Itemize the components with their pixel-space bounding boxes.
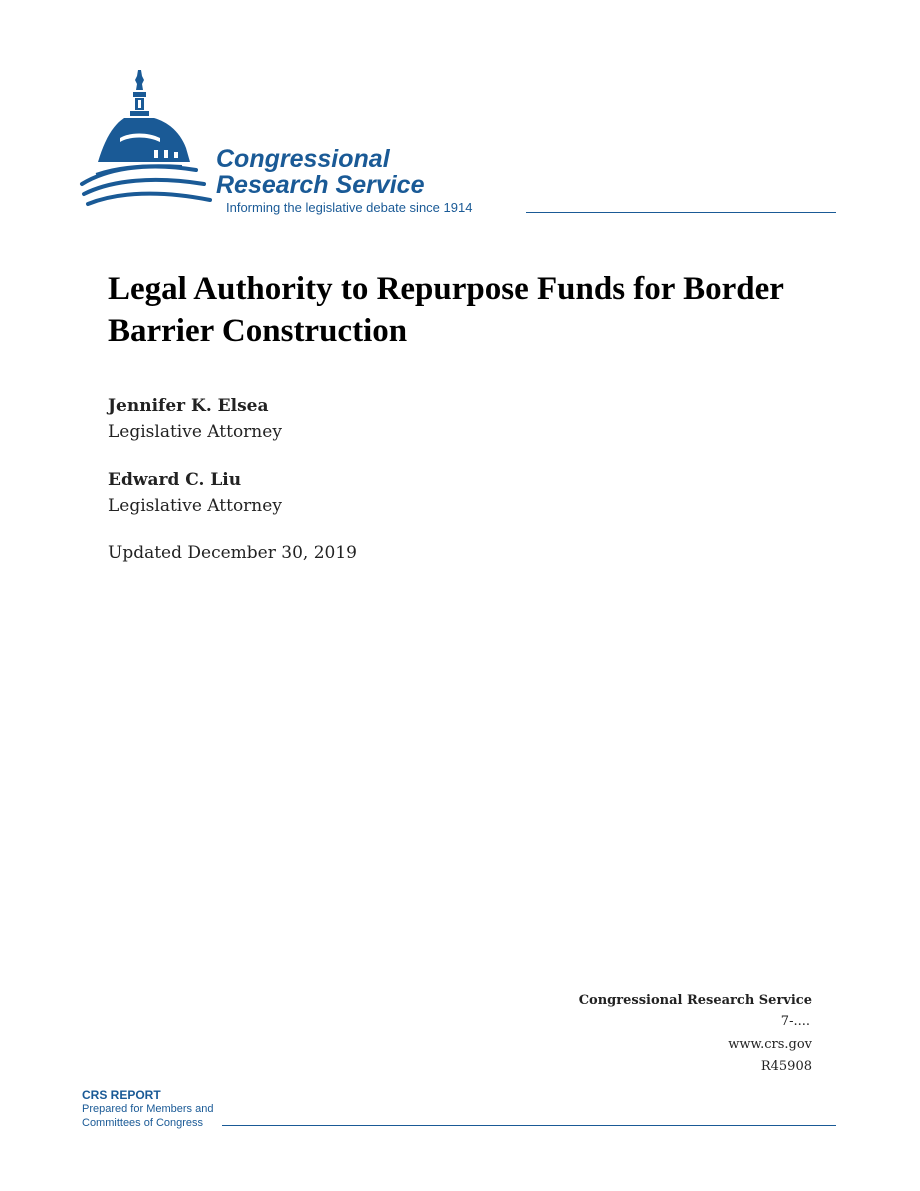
- crs-report-line: Committees of Congress: [82, 1117, 204, 1129]
- author-role: Legislative Attorney: [108, 496, 282, 516]
- report-number: R45908: [760, 1059, 812, 1074]
- crs-logo: [78, 66, 838, 226]
- logo-name-line2: Research Service: [216, 171, 425, 199]
- crs-report-heading: CRS REPORT: [82, 1088, 161, 1102]
- logo-tagline: Informing the legislative debate since 1914: [226, 200, 473, 215]
- report-info: [579, 992, 812, 1078]
- website-link[interactable]: www.crs.gov: [728, 1037, 812, 1052]
- logo-wordmark: [216, 146, 424, 198]
- author-name: Jennifer K. Elsea: [108, 396, 269, 416]
- report-title: Legal Authority to Repurpose Funds for Border Barrier Construction: [108, 271, 784, 349]
- author-block: [108, 468, 282, 520]
- logo-name-line1: Congressional: [216, 145, 390, 173]
- capitol-dome-icon: [78, 66, 218, 226]
- organization-name: Congressional Research Service: [578, 993, 812, 1008]
- footer-divider: [222, 1125, 836, 1126]
- report-code: 7-....: [780, 1014, 810, 1029]
- logo-divider: [526, 212, 836, 213]
- crs-report-label: [82, 1088, 213, 1130]
- crs-report-line: Prepared for Members and: [82, 1103, 214, 1115]
- author-name: Edward C. Liu: [108, 470, 242, 490]
- updated-date: Updated December 30, 2019: [108, 543, 357, 563]
- author-role: Legislative Attorney: [108, 422, 282, 442]
- author-block: [108, 394, 282, 446]
